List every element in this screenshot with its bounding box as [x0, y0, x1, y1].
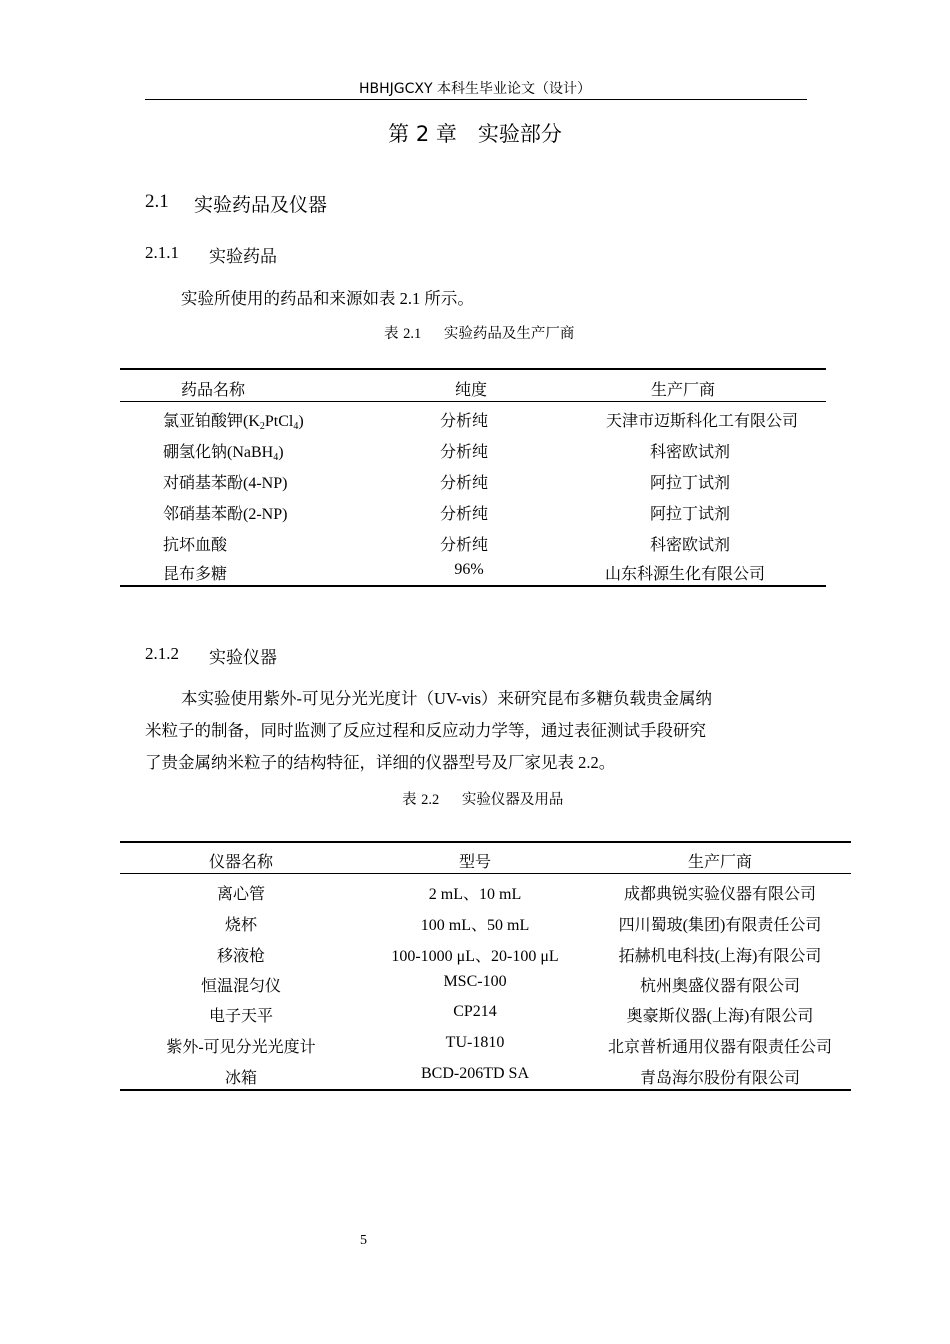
table-cell: 成都典锐实验仪器有限公司 [623, 886, 817, 903]
section-2-1-1-number: 2.1.1 [145, 243, 179, 262]
table-cell: TU-1810 [445, 1034, 505, 1051]
table-2-2-top-rule [120, 841, 851, 843]
table-2-2-caption-number: 2.2 [421, 792, 440, 808]
section-2-1-2-title: 实验仪器 [209, 648, 277, 668]
table-2-2-caption-title: 实验仪器及用品 [461, 792, 564, 808]
table-cell: MSC-100 [443, 973, 507, 990]
table-cell: CP214 [453, 1003, 497, 1020]
table-row: 对硝基苯酚(4-NP) [163, 475, 288, 492]
table-cell: 杭州奥盛仪器有限公司 [639, 978, 801, 995]
header-rule [145, 99, 807, 100]
table-2-2-header-maker: 生产厂商 [687, 854, 753, 871]
table-row: 离心管 [216, 886, 266, 903]
table-row: 电子天平 [208, 1008, 274, 1025]
table-cell: 100 mL、50 mL [420, 917, 530, 934]
table-cell: 天津市迈斯科化工有限公司 [605, 413, 799, 430]
section-2-1-number: 2.1 [145, 191, 169, 212]
table-2-1-header-name: 药品名称 [181, 382, 246, 399]
section-2-1-2-paragraph-line: 本实验使用紫外-可见分光光度计（UV-vis）来研究昆布多糖负载贵金属纳 [181, 689, 713, 708]
table-cell: BCD-206TD SA [420, 1065, 530, 1082]
table-cell: 科密欧试剂 [649, 537, 731, 554]
table-cell: 阿拉丁试剂 [649, 475, 731, 492]
table-row: 移液枪 [216, 948, 266, 965]
table-2-1-top-rule [120, 368, 826, 370]
table-cell: 100-1000 μL、20-100 μL [391, 948, 559, 965]
page-number: 5 [360, 1233, 367, 1248]
section-2-1-1-title: 实验药品 [209, 247, 277, 267]
table-2-1-header-rule [120, 401, 826, 402]
section-2-1-2-paragraph-line: 了贵金属纳米粒子的结构特征，详细的仪器型号及厂家见表 2.2。 [145, 753, 616, 772]
table-row: 烧杯 [224, 917, 258, 934]
table-row: 紫外-可见分光光度计 [166, 1039, 316, 1056]
section-2-1-title: 实验药品及仪器 [194, 194, 328, 216]
table-cell: 分析纯 [439, 413, 489, 430]
table-2-2-caption-label: 表 [402, 792, 417, 808]
table-cell: 四川蜀玻(集团)有限责任公司 [618, 917, 822, 934]
table-cell: 分析纯 [439, 444, 489, 461]
table-row: 冰箱 [224, 1070, 258, 1087]
table-2-1-bottom-rule [120, 585, 826, 587]
table-2-1-header-purity: 纯度 [454, 382, 488, 399]
table-2-1-caption [384, 322, 574, 343]
table-2-2-header-rule [120, 873, 851, 874]
table-cell: 阿拉丁试剂 [649, 506, 731, 523]
table-row: 氯亚铂酸钾$(K_2PtCl_4)$ [163, 413, 304, 432]
table-2-2-header-name: 仪器名称 [208, 854, 274, 871]
table-cell: 拓赫机电科技(上海)有限公司 [618, 948, 822, 965]
table-cell: 山东科源生化有限公司 [604, 566, 766, 583]
table-cell: 分析纯 [439, 506, 489, 523]
table-cell: 2 mL、10 mL [428, 886, 522, 903]
table-cell: 96% [454, 561, 484, 578]
section-2-1-2-paragraph-line: 米粒子的制备，同时监测了反应过程和反应动力学等，通过表征测试手段研究 [145, 721, 706, 740]
chapter-title: 第 2 章 实验部分 [388, 122, 562, 146]
table-row: 硼氢化钠(NaBH$_4$) [163, 444, 284, 463]
table-cell: 青岛海尔股份有限公司 [639, 1070, 801, 1087]
table-cell: 分析纯 [439, 537, 489, 554]
table-row: 抗坏血酸 [163, 537, 228, 554]
table-cell: 科密欧试剂 [649, 444, 731, 461]
table-2-2-header-model: 型号 [458, 854, 492, 871]
table-2-1-caption-label: 表 [384, 326, 399, 342]
table-cell: 分析纯 [439, 475, 489, 492]
table-cell: 北京普析通用仪器有限责任公司 [607, 1039, 833, 1056]
table-2-2-bottom-rule [120, 1089, 851, 1091]
section-2-1-2-number: 2.1.2 [145, 644, 179, 663]
running-header: HBHJGCXY 本科生毕业论文（设计） [358, 81, 591, 97]
table-2-2-caption [402, 788, 563, 809]
table-row: 昆布多糖 [163, 566, 228, 583]
table-row: 恒温混匀仪 [200, 978, 282, 995]
table-2-1-caption-title: 实验药品及生产厂商 [443, 326, 575, 342]
table-2-1-header-maker: 生产厂商 [650, 382, 716, 399]
table-row: 邻硝基苯酚(2-NP) [163, 506, 288, 523]
table-2-1-caption-number: 2.1 [403, 326, 422, 342]
table-cell: 奥豪斯仪器(上海)有限公司 [626, 1008, 814, 1025]
section-2-1-1-intro: 实验所使用的药品和来源如表 2.1 所示。 [181, 289, 474, 308]
